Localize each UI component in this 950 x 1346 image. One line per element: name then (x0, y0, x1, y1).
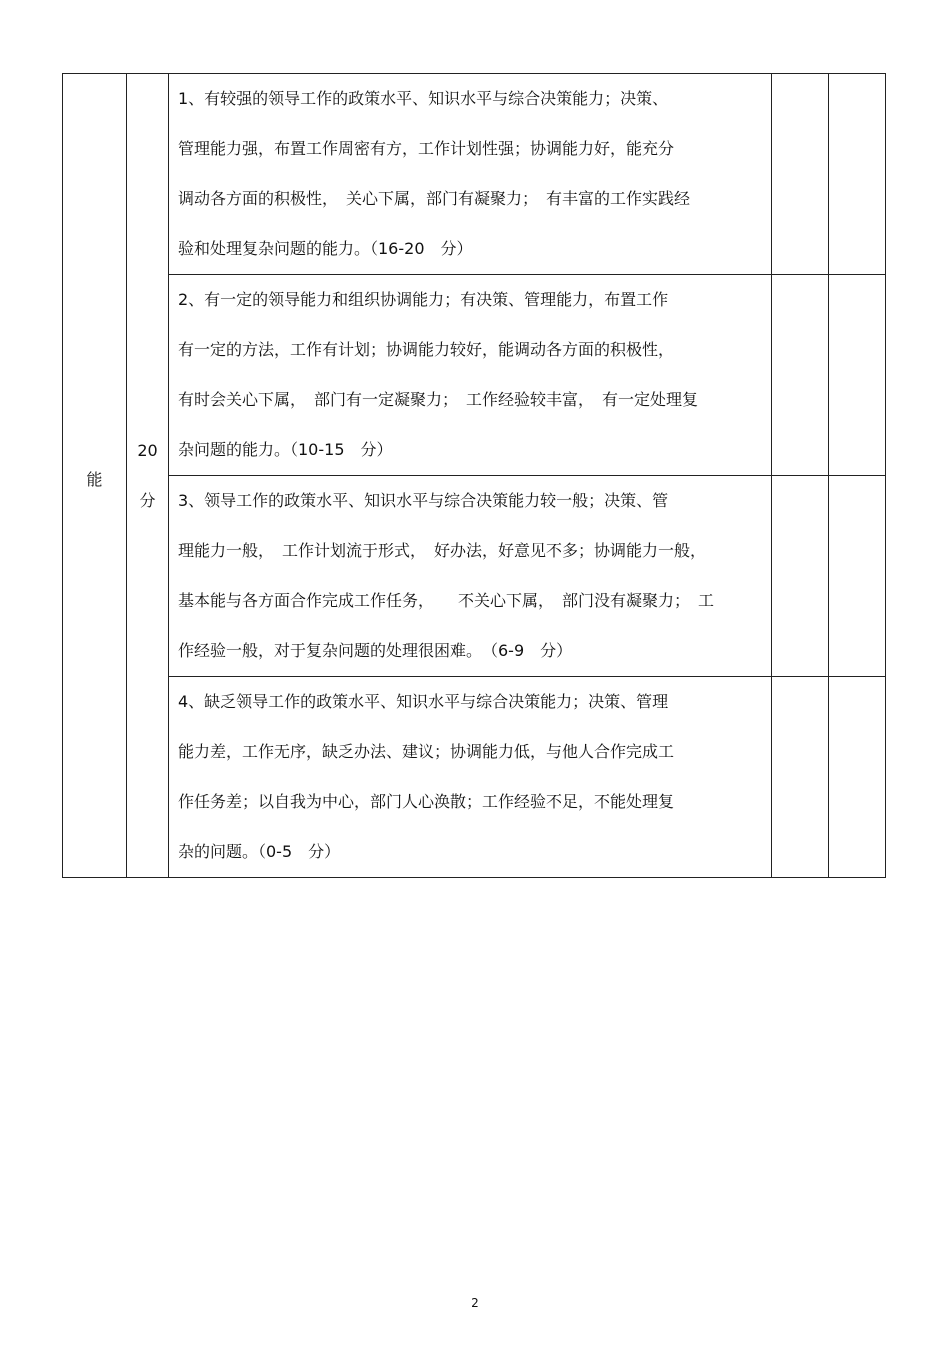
score-entry-cell-b[interactable] (829, 275, 886, 476)
evaluation-table (62, 73, 886, 878)
page-number: 2 (471, 1296, 479, 1310)
table-row (63, 275, 886, 476)
criterion-line: 3、领导工作的政策水平、知识水平与综合决策能力较一般；决策、管 (178, 491, 669, 510)
score-entry-cell-a[interactable] (772, 476, 829, 677)
score-entry-cell-b[interactable] (829, 74, 886, 275)
criterion-line: 调动各方面的积极性， 关心下属，部门有凝聚力； 有丰富的工作实践经 (178, 189, 691, 208)
score-entry-cell-a[interactable] (772, 74, 829, 275)
criterion-line: 管理能力强，布置工作周密有方，工作计划性强；协调能力好，能充分 (178, 139, 675, 158)
criterion-line: 4、缺乏领导工作的政策水平、知识水平与综合决策能力；决策、管理 (178, 692, 669, 711)
table-row (63, 677, 886, 878)
criterion-cell-2 (169, 275, 772, 476)
score-entry-cell-a[interactable] (772, 275, 829, 476)
criterion-line: 验和处理复杂问题的能力。（16-20 分） (178, 239, 473, 258)
criterion-line: 杂问题的能力。（10-15 分） (178, 440, 393, 459)
score-unit: 分 (139, 490, 156, 510)
table-row (63, 476, 886, 677)
criterion-line: 2、有一定的领导能力和组织协调能力；有决策、管理能力，布置工作 (178, 290, 669, 309)
criterion-cell-3 (169, 476, 772, 677)
score-value: 20 (137, 440, 158, 460)
category-label: 能 (86, 470, 103, 489)
score-entry-cell-b[interactable] (829, 476, 886, 677)
criterion-line: 作经验一般，对于复杂问题的处理很困难。 （6-9 分） (178, 641, 573, 660)
criterion-cell-4 (169, 677, 772, 878)
criterion-line: 能力差，工作无序，缺乏办法、建议；协调能力低，与他人合作完成工 (178, 742, 675, 761)
score-entry-cell-b[interactable] (829, 677, 886, 878)
score-entry-cell-a[interactable] (772, 677, 829, 878)
criterion-line: 杂的问题。（0-5 分） (178, 842, 341, 861)
score-cell (127, 74, 169, 878)
criterion-line: 1、有较强的领导工作的政策水平、知识水平与综合决策能力；决策、 (178, 89, 669, 108)
criterion-line: 基本能与各方面合作完成工作任务， 不关心下属， 部门没有凝聚力； 工 (178, 591, 715, 610)
category-cell (63, 74, 127, 878)
criterion-line: 作任务差；以自我为中心，部门人心涣散；工作经验不足，不能处理复 (178, 792, 675, 811)
criterion-line: 理能力一般， 工作计划流于形式， 好办法，好意见不多；协调能力一般， (178, 541, 707, 560)
criterion-line: 有一定的方法，工作有计划；协调能力较好，能调动各方面的积极性， (178, 340, 675, 359)
criterion-cell-1 (169, 74, 772, 275)
table-row (63, 74, 886, 275)
criterion-line: 有时会关心下属， 部门有一定凝聚力； 工作经验较丰富， 有一定处理复 (178, 390, 699, 409)
